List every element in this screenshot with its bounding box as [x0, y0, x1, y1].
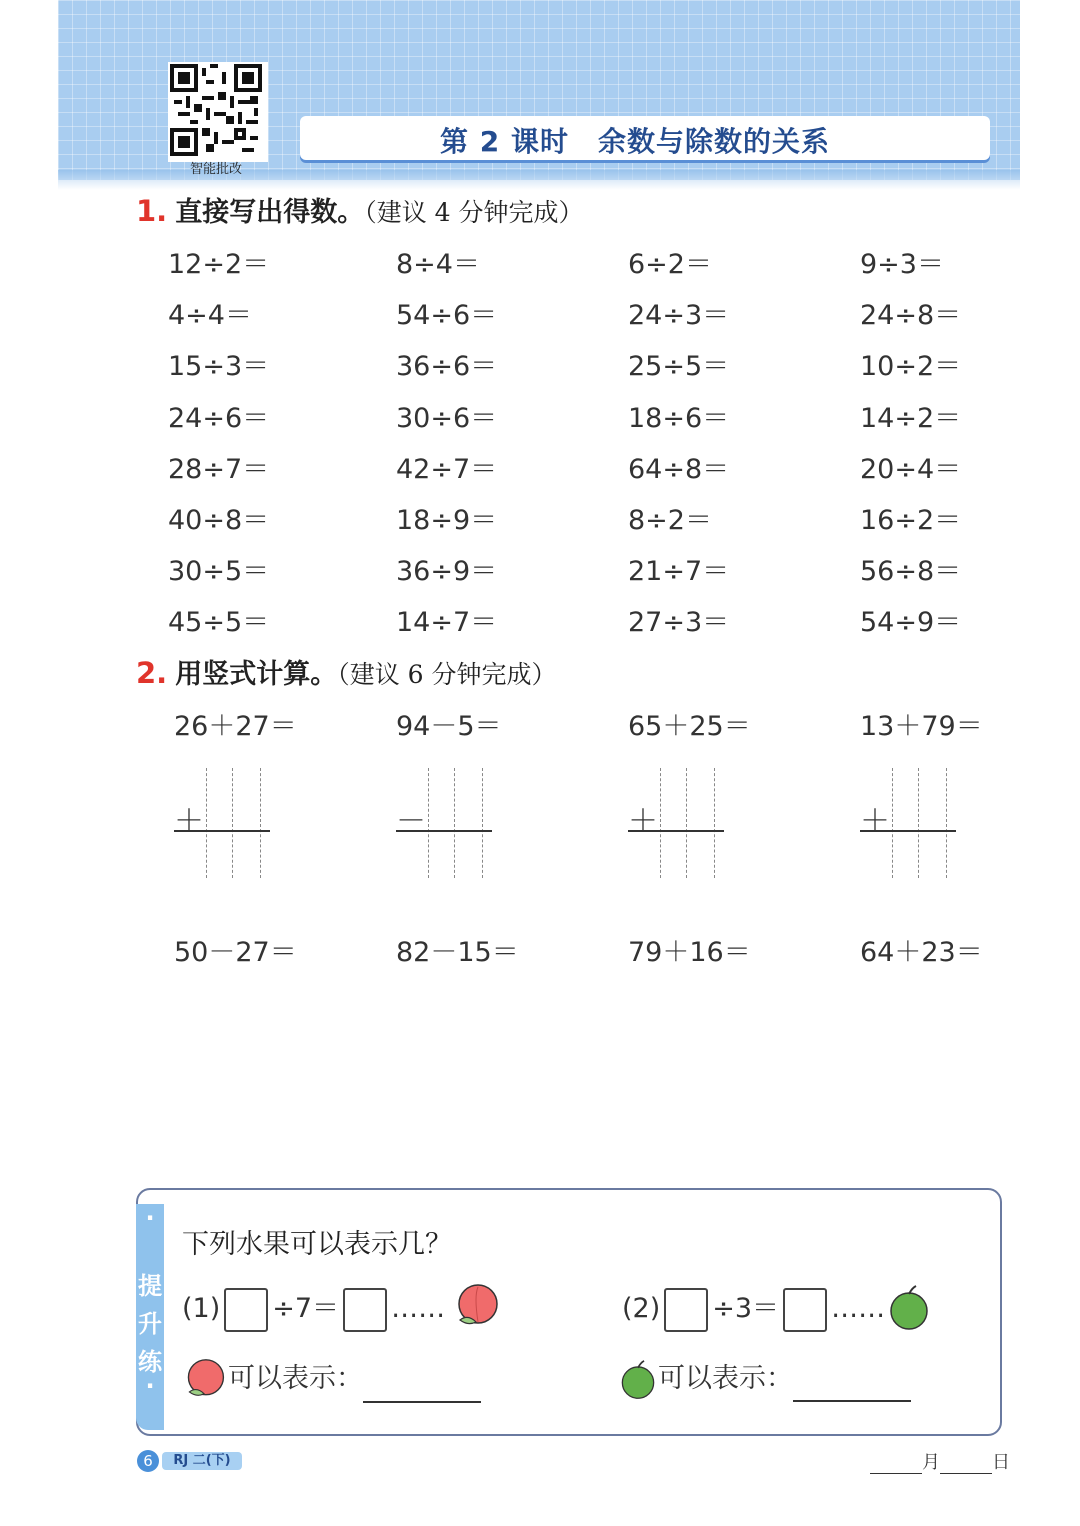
answer-2-blank[interactable]: [793, 1372, 911, 1402]
division-item: 6÷2＝: [628, 249, 712, 280]
vertical-work-area[interactable]: [174, 768, 284, 888]
digit-guide-line: [946, 768, 947, 878]
problem-1-dividend-box[interactable]: [224, 1288, 268, 1332]
digit-guide-line: [892, 768, 893, 878]
book-tag: RJ 二(下): [162, 1452, 242, 1470]
division-item: 9÷3＝: [860, 249, 944, 280]
digit-guide-line: [232, 768, 233, 878]
digit-guide-line: [482, 768, 483, 878]
vertical-work-area[interactable]: [860, 768, 970, 888]
division-item: 4÷4＝: [168, 300, 252, 331]
column-calc-item: 94－5＝: [396, 711, 502, 742]
division-item: 8÷2＝: [628, 505, 712, 536]
question-1-number: 1.: [136, 194, 168, 228]
division-item: 25÷5＝: [628, 351, 730, 382]
lesson-topic: 余数与除数的关系: [598, 125, 831, 158]
division-item: 8÷4＝: [396, 249, 480, 280]
division-item: 24÷3＝: [628, 300, 730, 331]
digit-guide-line: [714, 768, 715, 878]
division-item: 14÷2＝: [860, 403, 962, 434]
lesson-number: 第 2 课时: [440, 125, 569, 158]
digit-guide-line: [260, 768, 261, 878]
digit-guide-line: [454, 768, 455, 878]
digit-guide-line: [428, 768, 429, 878]
division-item: 27÷3＝: [628, 607, 730, 638]
question-1-hint: （建议 4 分钟完成）: [364, 198, 584, 227]
enhancement-tab: · 提 升 练 ·: [136, 1204, 164, 1430]
problem-2: [622, 1286, 885, 1332]
column-calc-item: 13＋79＝: [860, 711, 983, 742]
work-operator: ＋: [860, 804, 890, 839]
division-item: 16÷2＝: [860, 505, 962, 536]
work-operator: ＋: [628, 804, 658, 839]
digit-guide-line: [660, 768, 661, 878]
tab-char-2: 升: [138, 1310, 162, 1338]
division-item: 14÷7＝: [396, 607, 498, 638]
question-1-title: 直接写出得数。: [175, 197, 365, 228]
sum-line: [174, 830, 270, 832]
problem-2-dividend-box[interactable]: [664, 1288, 708, 1332]
day-label: 日: [992, 1452, 1010, 1473]
division-item: 24÷8＝: [860, 300, 962, 331]
division-item: 30÷5＝: [168, 556, 270, 587]
column-calc-item: 64＋23＝: [860, 937, 983, 968]
question-1-heading: [136, 190, 584, 229]
vertical-work-area[interactable]: [628, 768, 738, 888]
tab-char-3: 练: [138, 1348, 162, 1376]
division-item: 56÷8＝: [860, 556, 962, 587]
division-item: 10÷2＝: [860, 351, 962, 382]
column-calc-item: 26＋27＝: [174, 711, 297, 742]
problem-1-op: ÷7＝: [272, 1293, 340, 1324]
division-item: 28÷7＝: [168, 454, 270, 485]
lesson-title-bar: [300, 116, 990, 160]
work-operator: ＋: [174, 804, 204, 839]
qr-code-icon[interactable]: [168, 62, 268, 162]
division-item: 30÷6＝: [396, 403, 498, 434]
division-item: 18÷6＝: [628, 403, 730, 434]
division-item: 64÷8＝: [628, 454, 730, 485]
division-item: 20÷4＝: [860, 454, 962, 485]
digit-guide-line: [918, 768, 919, 878]
division-item: 12÷2＝: [168, 249, 270, 280]
vertical-work-area[interactable]: [396, 768, 506, 888]
problem-1-label: (1): [182, 1293, 221, 1324]
division-item: 45÷5＝: [168, 607, 270, 638]
enhancement-title: 下列水果可以表示几？: [182, 1229, 452, 1260]
qr-caption: 智能批改: [189, 162, 242, 177]
sum-line: [396, 830, 492, 832]
problem-1: [182, 1286, 445, 1332]
peach-icon: [452, 1282, 502, 1332]
green-apple-icon: [618, 1358, 658, 1402]
month-label: 月: [922, 1452, 940, 1473]
division-item: 21÷7＝: [628, 556, 730, 587]
work-operator: －: [396, 804, 426, 839]
date-field: [870, 1448, 1010, 1474]
division-item: 36÷9＝: [396, 556, 498, 587]
answer-1-blank[interactable]: [363, 1373, 481, 1403]
problem-2-op: ÷3＝: [712, 1293, 780, 1324]
column-calc-item: 82－15＝: [396, 937, 519, 968]
question-2-title: 用竖式计算。: [175, 659, 338, 690]
question-2-number: 2.: [136, 656, 168, 690]
answer-1-label: 可以表示：: [228, 1363, 363, 1394]
division-item: 54÷9＝: [860, 607, 962, 638]
division-item: 18÷9＝: [396, 505, 498, 536]
problem-2-label: (2): [622, 1293, 661, 1324]
sum-line: [628, 830, 724, 832]
digit-guide-line: [686, 768, 687, 878]
page-number: 6: [137, 1450, 159, 1472]
green-apple-icon: [886, 1284, 932, 1332]
problem-2-dots: ……: [831, 1293, 886, 1324]
answer-1: [182, 1356, 481, 1403]
digit-guide-line: [206, 768, 207, 878]
division-item: 15÷3＝: [168, 351, 270, 382]
answer-2-label: 可以表示：: [658, 1363, 793, 1394]
division-item: 54÷6＝: [396, 300, 498, 331]
day-blank[interactable]: [940, 1455, 992, 1474]
answer-2: [618, 1356, 911, 1402]
division-item: 36÷6＝: [396, 351, 498, 382]
problem-2-quotient-box[interactable]: [783, 1288, 827, 1332]
tab-char-1: 提: [138, 1272, 162, 1300]
problem-1-dots: ……: [391, 1293, 446, 1324]
division-item: 40÷8＝: [168, 505, 270, 536]
column-calc-item: 79＋16＝: [628, 937, 751, 968]
column-calc-item: 65＋25＝: [628, 711, 751, 742]
question-2-heading: [136, 652, 557, 691]
division-item: 42÷7＝: [396, 454, 498, 485]
column-calc-item: 50－27＝: [174, 937, 297, 968]
month-blank[interactable]: [870, 1455, 922, 1474]
peach-icon: [182, 1357, 228, 1403]
division-item: 24÷6＝: [168, 403, 270, 434]
question-2-hint: （建议 6 分钟完成）: [337, 660, 557, 689]
problem-1-quotient-box[interactable]: [343, 1288, 387, 1332]
sum-line: [860, 830, 956, 832]
